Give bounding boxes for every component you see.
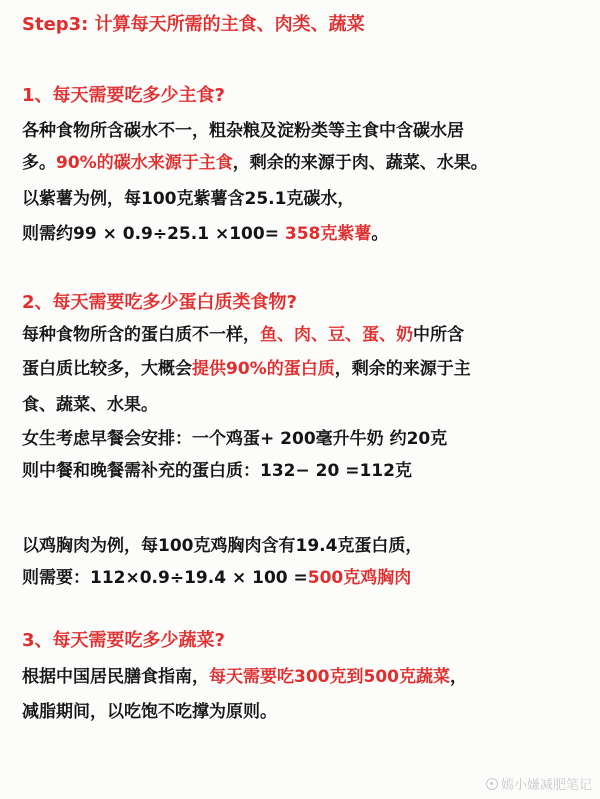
step-title: Step3: 计算每天所需的主食、肉类、蔬菜 <box>22 14 365 35</box>
text-segment: 每种食物所含的蛋白质不一样， <box>22 325 260 345</box>
section-1-line-2 <box>22 150 488 176</box>
text-segment: 则需约99 × 0.9÷25.1 ×100= <box>22 224 285 244</box>
section-2-line-6: 以鸡胸肉为例，每100克鸡胸肉含有19.4克蛋白质， <box>22 536 423 556</box>
watermark-text: 嫣小嫌减肥笔记 <box>500 778 592 793</box>
section-2-line-4: 女生考虑早餐会安排：一个鸡蛋+ 200毫升牛奶 约20克 <box>22 429 448 449</box>
section-2-line-1 <box>22 322 464 348</box>
section-1-line-1: 各种食物所含碳水不一，粗杂粮及淀粉类等主食中含碳水居 <box>22 121 464 141</box>
text-segment: 多。 <box>22 153 56 173</box>
section-3-line-2: 减脂期间，以吃饱不吃撑为原则。 <box>22 702 277 722</box>
highlight-text: 提供90%的蛋白质 <box>192 359 335 379</box>
text-segment: 根据中国居民膳食指南， <box>22 667 209 687</box>
text-segment: 。 <box>371 224 389 244</box>
circle-logo-icon <box>486 778 498 790</box>
section-3-title: 3、每天需要吃多少蔬菜? <box>22 630 225 651</box>
highlight-text: 每天需要吃300克到500克蔬菜 <box>209 667 450 687</box>
text-segment: 则需要：112×0.9÷19.4 × 100 = <box>22 568 308 588</box>
text-segment: ，剩余的来源于主 <box>334 359 471 379</box>
highlight-text: 鱼、肉、豆、蛋、奶 <box>260 325 413 345</box>
section-2-line-2 <box>22 356 471 382</box>
watermark <box>486 774 592 793</box>
text-segment: 中所含 <box>413 325 464 345</box>
section-1-line-4 <box>22 221 388 247</box>
section-2-line-7 <box>22 565 411 591</box>
section-2-title: 2、每天需要吃多少蛋白质类食物? <box>22 292 297 313</box>
section-2-line-3: 食、蔬菜、水果。 <box>22 395 158 415</box>
text-segment: ， <box>449 667 467 687</box>
section-1-line-3: 以紫薯为例，每100克紫薯含25.1克碳水， <box>22 189 355 209</box>
section-3-line-1 <box>22 664 467 690</box>
text-segment: 蛋白质比较多，大概会 <box>22 359 192 379</box>
text-segment: ，剩余的来源于肉、蔬菜、水果。 <box>232 153 488 173</box>
highlight-text: 358克紫薯 <box>284 224 372 244</box>
highlight-text: 500克鸡胸肉 <box>307 568 412 588</box>
section-1-title: 1、每天需要吃多少主食? <box>22 85 225 106</box>
section-2-line-5: 则中餐和晚餐需补充的蛋白质：132− 20 =112克 <box>22 461 412 481</box>
highlight-text: 90%的碳水来源于主食 <box>56 153 233 173</box>
